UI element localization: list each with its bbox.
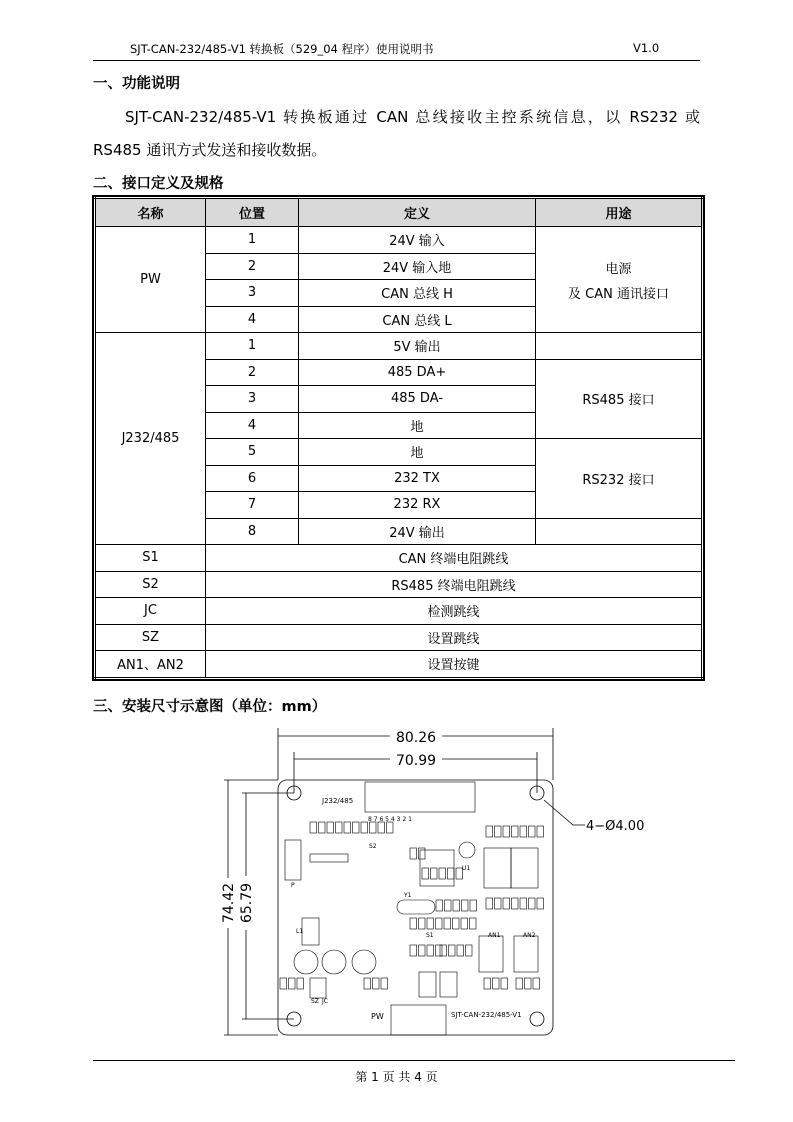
smd-pad: [520, 826, 527, 837]
smd-pad: [533, 978, 540, 989]
section2-heading: 二、接口定义及规格: [93, 176, 224, 192]
dim-width-outer: 80.26: [395, 730, 437, 746]
svg-text:AN1: AN1: [488, 932, 501, 939]
smd-pad: [495, 826, 502, 837]
table-row: 4 CAN 总线 L: [95, 306, 703, 333]
smd-pad: [440, 945, 447, 956]
smd-pad: [419, 918, 426, 929]
smd-pad: [486, 898, 493, 909]
header-title: SJT-CAN-232/485-V1 转换板（529_04 程序）使用说明书: [130, 42, 434, 56]
smd-pad: [319, 822, 326, 833]
smd-pad: [436, 918, 443, 929]
table-row: J232/485 1 5V 输出: [95, 333, 703, 360]
smd-pad: [373, 978, 380, 989]
table-row: 4 地: [95, 412, 703, 439]
smd-pad: [512, 898, 519, 909]
section1-body-1: SJT-CAN-232/485-V1 转换板通过 CAN 总线接收主控系统信息，以 RS232 或: [125, 108, 700, 126]
smd-pad: [520, 898, 527, 909]
smd-pad: [370, 822, 377, 833]
dim-height-outer: 74.42: [221, 882, 237, 924]
table-row: 2 485 DA+ RS485 接口: [95, 359, 703, 386]
smd-pad: [410, 848, 417, 859]
smd-pad: [529, 898, 536, 909]
table-row: 3 CAN 总线 H: [95, 280, 703, 307]
svg-text:AN2: AN2: [523, 932, 536, 939]
table-row: JC 检测跳线: [95, 598, 703, 625]
smd-pad: [461, 918, 468, 929]
smd-pad: [486, 826, 493, 837]
smd-pad: [436, 945, 443, 956]
page-number: 第 1 页 共 4 页: [355, 1070, 438, 1084]
smd-pad: [448, 868, 455, 879]
table-row: S2 RS485 终端电阻跳线: [95, 571, 703, 598]
smd-pad: [457, 945, 464, 956]
smd-pad: [503, 898, 510, 909]
table-row: AN1、AN2 设置按键: [95, 651, 703, 679]
smd-pad: [503, 826, 510, 837]
smd-pad: [466, 945, 473, 956]
svg-text:L1: L1: [296, 928, 304, 935]
smd-pad: [336, 822, 343, 833]
smd-pad: [512, 826, 519, 837]
smd-pad: [445, 900, 452, 911]
table-row: 8 24V 输出: [95, 518, 703, 545]
smd-pad: [381, 978, 388, 989]
table-row: 3 485 DA-: [95, 386, 703, 413]
table-row: PW 1 24V 输入 电源 及 CAN 通讯接口: [95, 227, 703, 254]
smd-pad: [344, 822, 351, 833]
smd-pad: [419, 848, 426, 859]
svg-text:U1: U1: [462, 865, 471, 872]
smd-pad: [537, 826, 544, 837]
svg-text:S1: S1: [426, 932, 434, 939]
table-row: 7 232 RX: [95, 492, 703, 519]
smd-pad: [453, 918, 460, 929]
smd-pad: [427, 918, 434, 929]
section1-heading: 一、功能说明: [93, 76, 180, 92]
smd-pad: [431, 868, 438, 879]
svg-text:SZ: SZ: [311, 998, 319, 1005]
table-row: 6 232 TX: [95, 465, 703, 492]
smd-pad: [410, 945, 417, 956]
smd-pad: [361, 822, 368, 833]
smd-pad: [495, 898, 502, 909]
smd-pad: [387, 822, 394, 833]
smd-pad: [422, 868, 429, 879]
smd-pad: [410, 918, 417, 929]
section1-body-2: RS485 通讯方式发送和接收数据。: [93, 141, 327, 159]
svg-text:Y1: Y1: [404, 892, 412, 899]
col-position: 位置: [206, 198, 299, 227]
svg-text:P: P: [291, 882, 295, 889]
smd-pad: [493, 978, 500, 989]
smd-pad: [364, 978, 371, 989]
smd-pad: [537, 898, 544, 909]
smd-pad: [439, 868, 446, 879]
smd-pad: [289, 978, 296, 989]
smd-pad: [529, 826, 536, 837]
smd-pad: [353, 822, 360, 833]
smd-pad: [525, 978, 532, 989]
table-row: 5 地 RS232 接口: [95, 439, 703, 466]
svg-text:JC: JC: [322, 998, 328, 1005]
smd-pad: [484, 978, 491, 989]
smd-pad: [449, 945, 456, 956]
smd-pad: [427, 945, 434, 956]
col-usage: 用途: [536, 198, 703, 227]
table-row: SZ 设置跳线: [95, 624, 703, 651]
smd-pad: [297, 978, 304, 989]
smd-pad: [453, 900, 460, 911]
table-row: S1 CAN 终端电阻跳线: [95, 545, 703, 572]
section3-heading: 三、安装尺寸示意图（单位：mm）: [93, 699, 327, 715]
smd-pad: [378, 822, 385, 833]
dim-height-holes: 65.79: [239, 882, 255, 924]
smd-pad: [470, 918, 477, 929]
smd-pad: [470, 900, 477, 911]
col-name: 名称: [95, 198, 206, 227]
dim-width-holes: 70.99: [395, 753, 437, 769]
svg-text:8 7 6 5 4 3 2 1: 8 7 6 5 4 3 2 1: [368, 816, 412, 823]
col-definition: 定义: [299, 198, 536, 227]
footer-rule: [93, 1060, 735, 1061]
mounting-holes: [287, 786, 544, 1026]
header-version: V1.0: [633, 41, 660, 55]
dim-hole: 4−Ø4.00: [586, 819, 645, 834]
smd-pad: [280, 978, 287, 989]
smd-pad: [516, 978, 523, 989]
smd-pad: [444, 918, 451, 929]
table-row: 2 24V 输入地: [95, 253, 703, 280]
svg-text:J232/485: J232/485: [322, 797, 354, 805]
smd-pad: [501, 978, 508, 989]
svg-text:S2: S2: [369, 843, 377, 850]
smd-pad: [327, 822, 334, 833]
svg-text:PW: PW: [371, 1012, 384, 1021]
smd-pad: [419, 945, 426, 956]
smd-pad: [436, 900, 443, 911]
smd-pad: [462, 900, 469, 911]
smd-pad: [310, 822, 317, 833]
svg-text:SJT-CAN-232/485-V1: SJT-CAN-232/485-V1: [451, 1011, 522, 1019]
